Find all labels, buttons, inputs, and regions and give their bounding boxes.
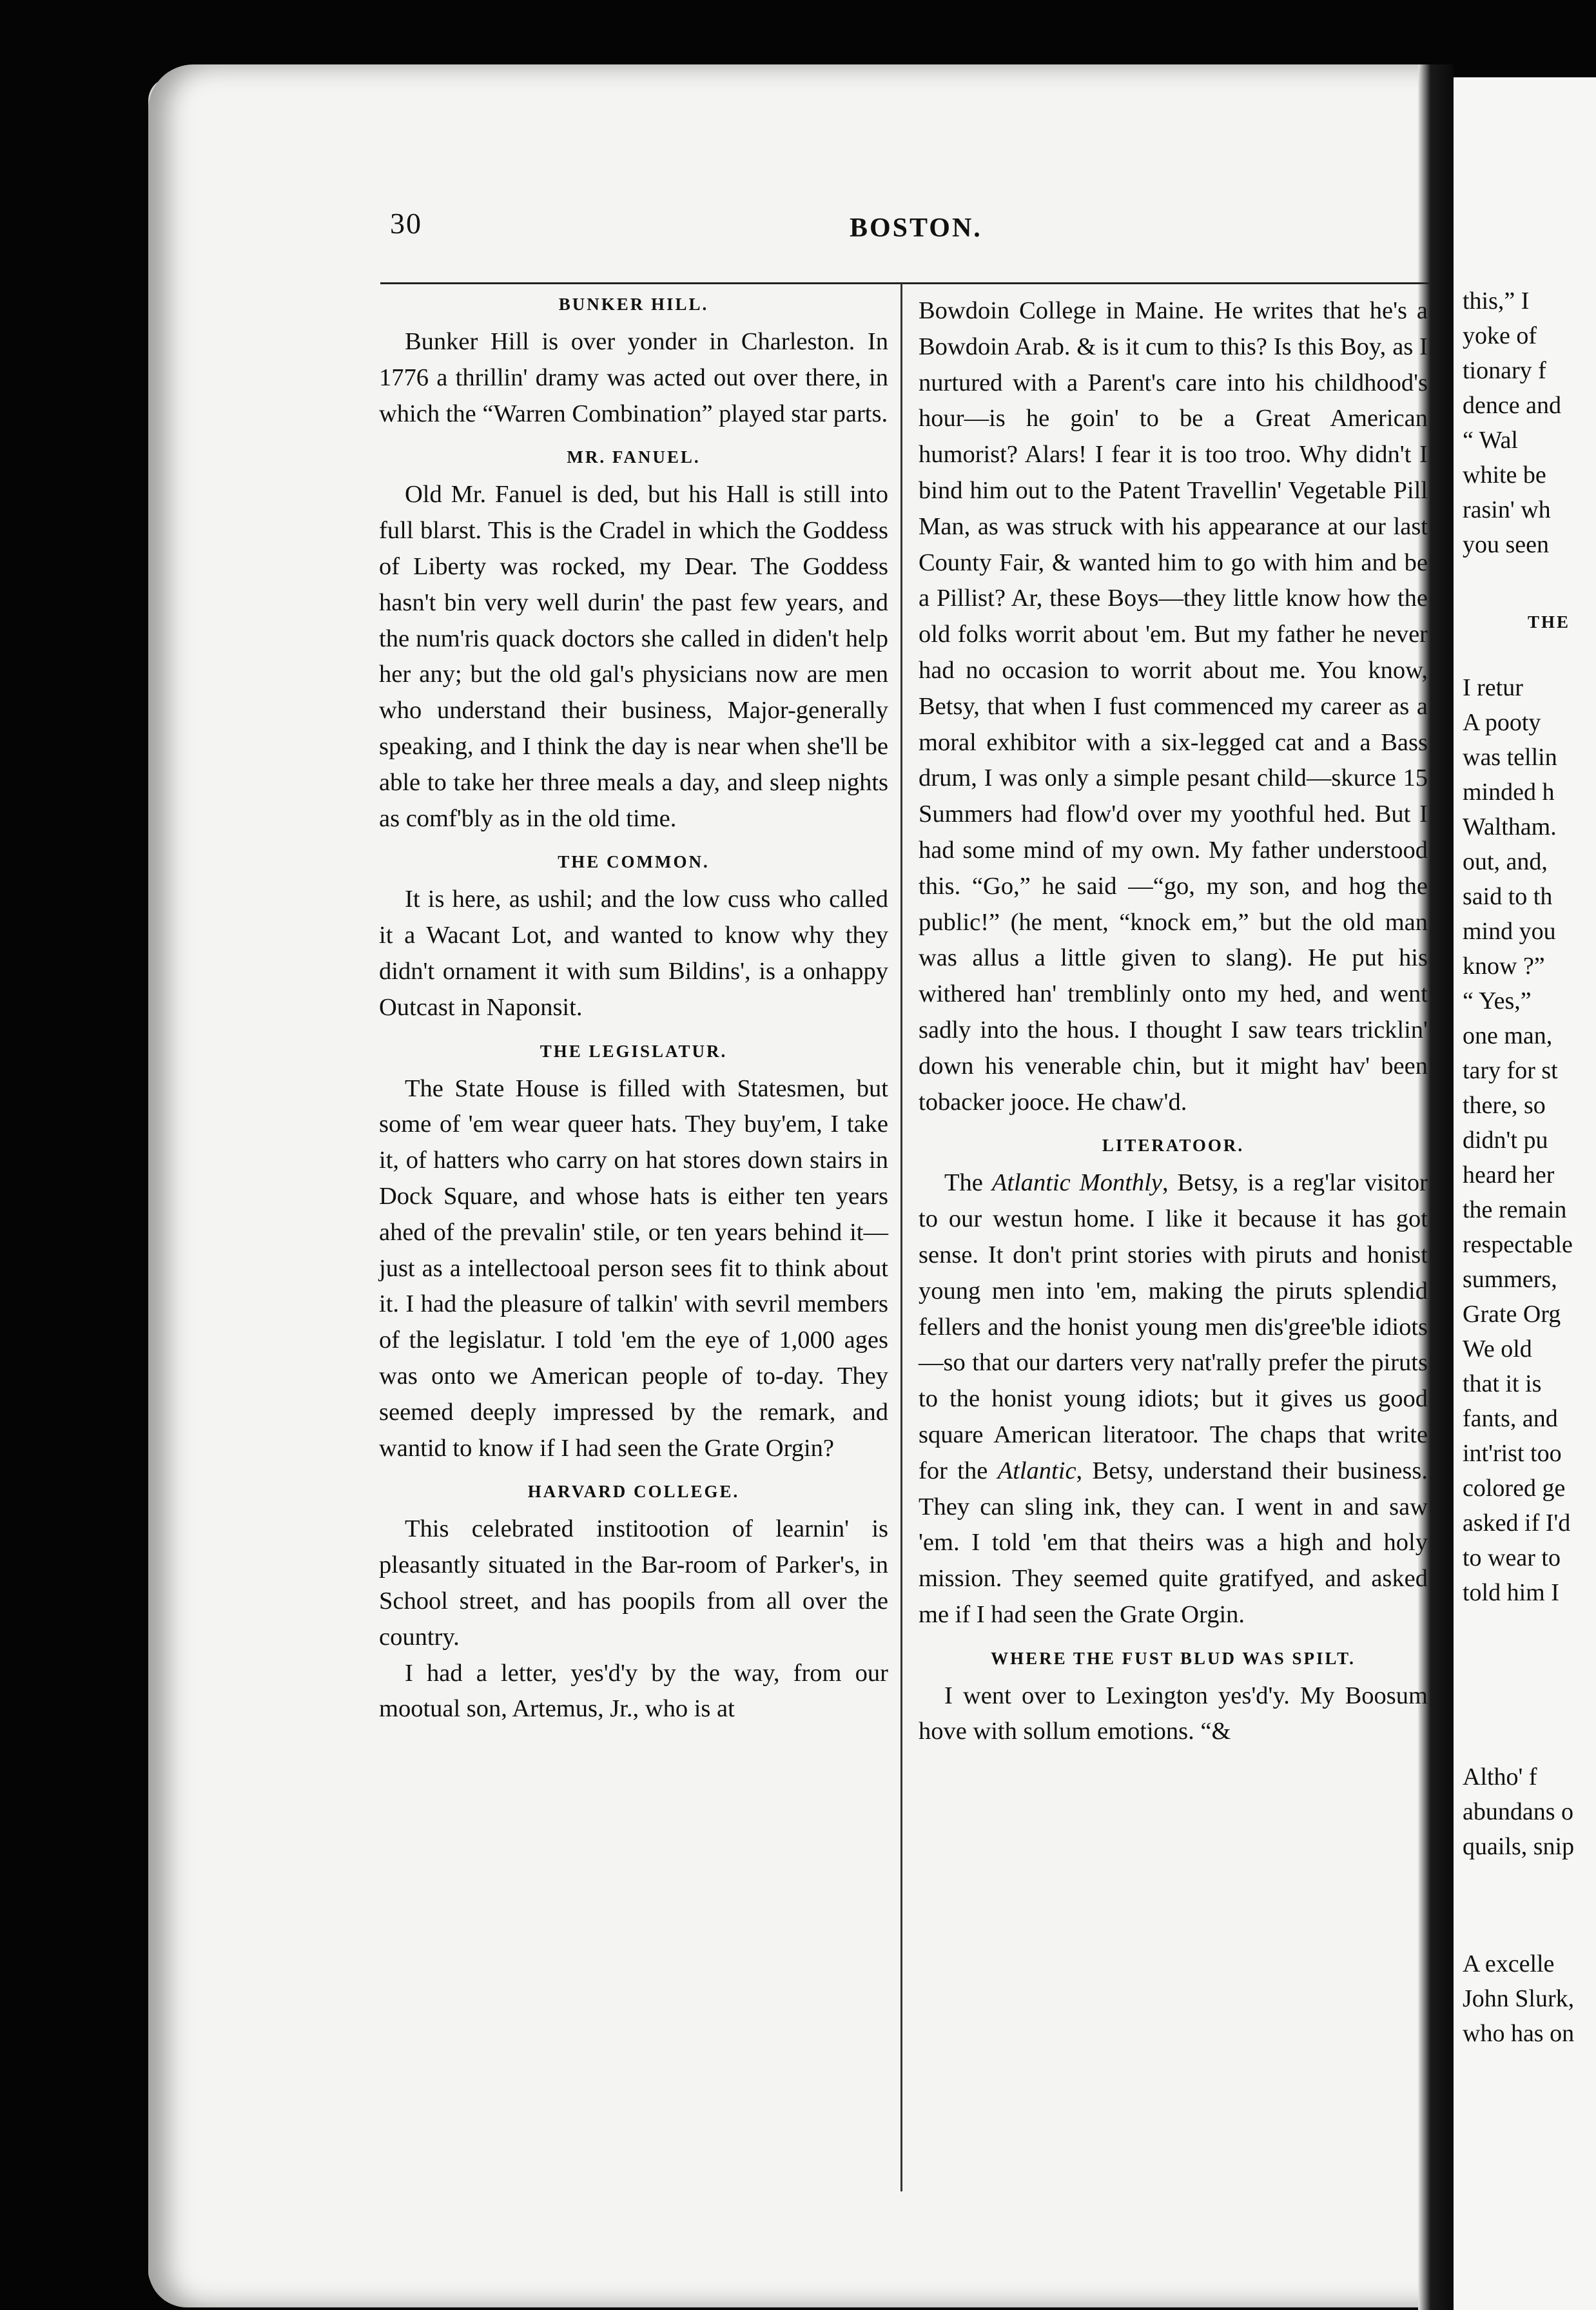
facing-text-line: A pooty [1463,709,1541,736]
facing-text-line: rasin' wh [1463,496,1551,523]
section-heading: MR. FANUEL. [567,447,701,467]
facing-page [1454,77,1596,2310]
facing-text-line: told him I [1463,1579,1559,1606]
facing-text-line: mind you [1463,918,1556,945]
facing-fragments-low [1463,1760,1574,1864]
facing-text-line: We old [1463,1335,1532,1363]
facing-text-line: that it is [1463,1370,1542,1397]
facing-text-line: out, and, [1463,848,1548,875]
facing-text-line: John Slurk, [1463,1985,1575,2012]
continued-paragraph: Bowdoin College in Maine. He writes that he's a Bowdoin Arab. & is it cum to this? Is this Boy, as I nurtured with a Parent's care into his childhood's hour—is he goin' to be a Great American humorist? Alars! I fear it is too troo. Why didn't I bind him out to the Patent Travellin' Vegetable Pill Man, as was struck with his appearance at our last County Fair, & wanted him to go with him and be a Pillist? Ar, these Boys—they little know how the old folks worrit about 'em. But my father he never had no occasion to worrit about me. You know, Betsy, that when I fust commenced my career as a moral exhibitor with a six-legged cat and a Bass drum, I was only a simple pesant child—skurce 15 Summers had flow'd over my yoothful hed. But I had some mind of my own. My father understood this. “Go,” he said —“go, my son, and hog the public!” (he ment, “knock em,” but the old man was allus a little given to slang). He put his withered han' tremblinly onto my hed, and went sadly into the hous. I thought I saw tears tricklin' down his venerable chin, but it might hav' been tobacker jooce. He chaw'd. [919,297,1428,1116]
facing-text-line: respectable [1463,1231,1573,1258]
facing-text-line: was tellin [1463,744,1557,771]
facing-text-line: there, so [1463,1092,1546,1119]
facing-text-line: abundans o [1463,1798,1574,1825]
facing-text-line: asked if I'd [1463,1509,1571,1537]
facing-text-line: Waltham. [1463,813,1557,840]
left-column [379,293,888,1727]
section-heading: THE LEGISLATUR. [540,1041,728,1061]
facing-text-line: tionary f [1463,357,1546,384]
column-divider [900,284,902,2191]
text-run: , Betsy, is a reg'lar visitor to our westun home. I like it because it has got sense. It don't print stories with piruts and honist young men into 'em, making the piruts splendid fellers and the honist young men dis'gree'ble idiots—so that our darters very nat'rally prefer the piruts to the honist young idiots; but it gives us good square American literatoor. The chaps that write for the [919,1169,1428,1484]
facing-text-line: colored ge [1463,1475,1566,1502]
header-rule [380,282,1431,284]
magazine-title: Atlantic [997,1457,1076,1484]
facing-text-line: said to th [1463,883,1553,910]
facing-text-line: quails, snip [1463,1833,1575,1860]
running-head: BOSTON. [850,213,982,243]
facing-text-line: Altho' f [1463,1763,1537,1791]
facing-text-line: who has on [1463,2020,1575,2047]
magazine-title: Atlantic Monthly [991,1169,1162,1197]
facing-text-line: “ Yes,” [1463,987,1532,1014]
paragraph: This celebrated institootion of learnin' is pleasantly situated in the Bar-room of Parker's, in School street, and has poopils from all over the country. [379,1515,888,1651]
facing-text-line: int'rist too [1463,1440,1562,1467]
facing-text-line: yoke of [1463,322,1537,349]
facing-text-line: Grate Org [1463,1301,1561,1328]
facing-text-line: dence and [1463,392,1561,419]
text-run: The [944,1169,992,1197]
facing-text-line: didn't pu [1463,1127,1548,1154]
facing-heading-fragment: THE [1528,612,1571,632]
paragraph [919,1165,1428,1633]
facing-text-line: white be [1463,461,1546,489]
facing-text-line: know ?” [1463,953,1545,980]
paragraph: Bunker Hill is over yonder in Charleston. In 1776 a thrillin' dramy was acted out over there, in which the “Warren Combination” played star parts. [379,328,888,427]
facing-text-line: to wear to [1463,1544,1561,1571]
right-column [919,293,1428,1750]
facing-fragments-top [1463,284,1561,562]
facing-text-line: you seen [1463,531,1550,558]
paragraph: Old Mr. Fanuel is ded, but his Hall is still into full blarst. This is the Cradel in which the Goddess of Liberty was rocked, my Dear. The Goddess hasn't bin very well durin' the past few years, and the num'ris quack doctors she called in diden't help her any; but the old gal's physicians now are men who understand their business, Major-generally speaking, and I think the day is near when she'll be able to take her three meals a day, and sleep nights as comf'bly as in the old time. [379,481,888,832]
facing-text-line: minded h [1463,779,1555,806]
page-number: 30 [390,207,422,240]
facing-text-line: A excelle [1463,1950,1555,1977]
paragraph: The State House is filled with Statesmen, but some of 'em wear queer hats. They buy'em, I take it, of hatters who carry on hat stores down stairs in Dock Square, and whose hats is either ten years ahed of the prevalin' stile, or ten years behind it—just as a intellectooal person sees fit to think about it. I had the pleasure of talkin' with sevril members of the legislatur. I told 'em the eye of 1,000 ages was onto we American people of to-day. They seemed deeply impressed by the remark, and wantid to know if I had seen the Grate Orgin? [379,1074,888,1462]
facing-text-line: heard her [1463,1161,1555,1189]
facing-text-line: fants, and [1463,1405,1558,1432]
facing-text-line: summers, [1463,1266,1557,1293]
section-heading: BUNKER HILL. [558,295,709,314]
paragraph: I had a letter, yes'd'y by the way, from our mootual son, Artemus, Jr., who is at [379,1659,888,1723]
paragraph: I went over to Lexington yes'd'y. My Boosum hove with sollum emotions. “& [919,1682,1428,1745]
facing-text-line: “ Wal [1463,427,1518,454]
section-heading: LITERATOOR. [1102,1136,1245,1156]
section-heading: HARVARD COLLEGE. [527,1482,740,1502]
facing-text-line: the remain [1463,1196,1567,1223]
facing-text-line: tary for st [1463,1057,1558,1084]
facing-text-line: one man, [1463,1022,1553,1049]
facing-fragments-mid [1463,670,1573,1610]
section-heading: WHERE THE FUST BLUD WAS SPILT. [991,1648,1356,1668]
text-run: , Betsy, understand their business. They can sling ink, they can. I went in and saw 'em. I told 'em that theirs was a high and holy mission. They seemed quite gratifyed, and asked me if I had seen the Grate Orgin. [919,1457,1428,1628]
section-heading: THE COMMON. [558,852,710,872]
facing-text-line: this,” I [1463,287,1530,315]
paragraph: It is here, as ushil; and the low cuss who called it a Wacant Lot, and wanted to know why they didn't ornament it with sum Bildins', is a onhappy Outcast in Naponsit. [379,886,888,1021]
facing-fragments-bottom [1463,1946,1574,2051]
facing-text-line: I retur [1463,674,1523,701]
